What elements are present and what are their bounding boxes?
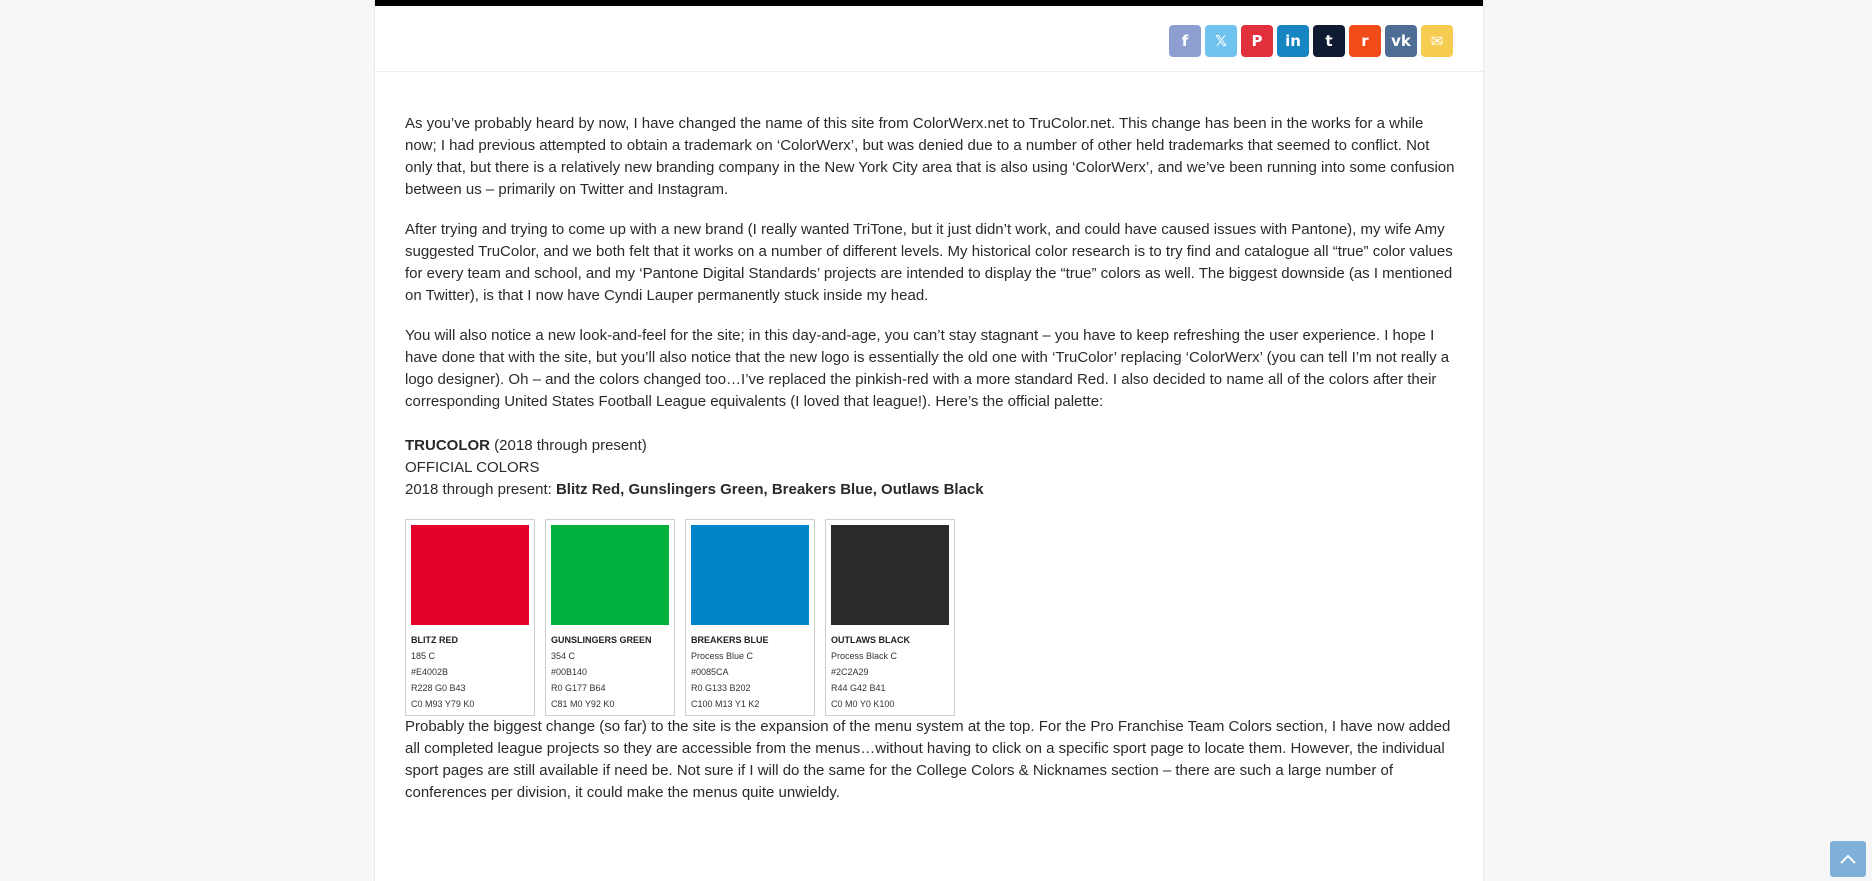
swatch-cmyk: C81 M0 Y92 K0 — [551, 699, 615, 709]
swatch-rgb: R44 G42 B41 — [831, 683, 886, 693]
swatch-rgb: R0 G177 B64 — [551, 683, 606, 693]
swatch-name: OUTLAWS BLACK — [831, 635, 910, 645]
swatch-pms: 354 C — [551, 651, 576, 661]
article-paragraph: As you’ve probably heard by now, I have changed the name of this site from ColorWerx.net to TruColor.net. This change has been in the works for a while now; I had previous attempted to obtain a trademark on ‘ColorWerx’, but was denied due to a number of other held trademarks that seemed to conflict. Not only that, but there is a relatively new branding company in the New York City area that is also using ‘ColorWerx’, and we’ve been running into some confusion between us – primarily on Twitter and Instagram. — [405, 115, 1455, 198]
palette-range — [405, 479, 1455, 501]
swatch-meta — [411, 632, 529, 712]
page-container — [374, 0, 1484, 881]
swatch-breakers-blue — [685, 519, 815, 716]
swatch-gunslingers-green — [545, 519, 675, 716]
tumblr-icon: t — [1325, 32, 1333, 50]
swatch-hex: #0085CA — [691, 667, 729, 677]
palette-info — [405, 435, 1455, 501]
color-chip — [831, 525, 949, 625]
share-bar — [375, 6, 1483, 72]
official-colors-label: OFFICIAL COLORS — [405, 459, 540, 476]
swatch-meta — [551, 632, 669, 712]
article-paragraph: Probably the biggest change (so far) to the site is the expansion of the menu system at the top. For the Pro Franchise Team Colors section, I have now added all completed league projects so they are accessible from the menus…without having to click on a specific sport page to locate them. However, the individual sport pages are still available if need be. Not sure if I will do the same for the College Colors & Nicknames section – there are such a large number of conferences per division, it could make the menus quite unwieldy. — [405, 718, 1451, 801]
color-chip — [691, 525, 809, 625]
facebook-icon: f — [1181, 32, 1189, 50]
swatch-name: BREAKERS BLUE — [691, 635, 769, 645]
share-buttons — [1169, 25, 1453, 57]
swatch-pms: Process Blue C — [691, 651, 754, 661]
swatch-pms: 185 C — [411, 651, 436, 661]
palette-color-names: Blitz Red, Gunslingers Green, Breakers Blue, Outlaws Black — [555, 481, 984, 498]
share-reddit-button[interactable] — [1349, 25, 1381, 57]
swatch-cmyk: C0 M0 Y0 K100 — [831, 699, 895, 709]
swatch-hex: #2C2A29 — [831, 667, 869, 677]
palette-heading — [405, 435, 1455, 457]
x-icon: 𝕏 — [1214, 32, 1228, 50]
share-tumblr-button[interactable] — [1313, 25, 1345, 57]
share-pinterest-button[interactable] — [1241, 25, 1273, 57]
palette-range-label: 2018 through present: — [405, 481, 556, 498]
article-paragraph: You will also notice a new look-and-feel for the site; in this day-and-age, you can’t stay stagnant – you have to keep refreshing the user experience. I hope I have done that with the site, but you’ll also notice that the new logo is essentially the old one with ‘TruColor’ replacing ‘ColorWerx’ (you can tell I’m not really a logo designer). Oh – and the colors changed too…I’ve replaced the pinkish-red with a more standard Red. I also decided to name all of the colors after their corresponding United States Football League equivalents (I loved that league!). Here’s the official palette: — [405, 327, 1450, 410]
swatch-rgb: R228 G0 B43 — [411, 683, 466, 693]
swatch-outlaws-black — [825, 519, 955, 716]
color-chip — [551, 525, 669, 625]
swatch-hex: #00B140 — [551, 667, 588, 677]
swatch-cmyk: C0 M93 Y79 K0 — [411, 699, 475, 709]
swatch-meta — [831, 632, 949, 712]
swatch-blitz-red — [405, 519, 535, 716]
share-email-button[interactable] — [1421, 25, 1453, 57]
swatch-name: BLITZ RED — [411, 635, 458, 645]
swatch-meta — [691, 632, 809, 712]
reddit-icon: r — [1361, 32, 1369, 50]
swatch-name: GUNSLINGERS GREEN — [551, 635, 652, 645]
pinterest-icon: P — [1251, 32, 1263, 50]
swatch-hex: #E4002B — [411, 667, 449, 677]
color-chip — [411, 525, 529, 625]
palette-brand: TRUCOLOR — [405, 437, 490, 454]
swatch-pms: Process Black C — [831, 651, 898, 661]
share-facebook-button[interactable] — [1169, 25, 1201, 57]
palette-years: (2018 through present) — [490, 437, 647, 454]
swatch-rgb: R0 G133 B202 — [691, 683, 751, 693]
share-x-button[interactable] — [1205, 25, 1237, 57]
chevron-up-icon — [1840, 854, 1856, 864]
linkedin-icon: in — [1285, 32, 1301, 50]
share-linkedin-button[interactable] — [1277, 25, 1309, 57]
article-paragraph: After trying and trying to come up with a new brand (I really wanted TriTone, but it just didn’t work, and could have caused issues with Pantone), my wife Amy suggested TruColor, and we both felt that it works on a number of different levels. My historical color research is to try find and catalogue all “true” color values for every team and school, and my ‘Pantone Digital Standards’ projects are intended to display the “true” colors as well. The biggest downside (as I mentioned on Twitter), is that I now have Cyndi Lauper permanently stuck inside my head. — [405, 221, 1453, 304]
vk-icon: vk — [1391, 32, 1411, 50]
article-body — [405, 113, 1455, 822]
scroll-to-top-button[interactable] — [1830, 841, 1866, 877]
swatch-cmyk: C100 M13 Y1 K2 — [691, 699, 760, 709]
share-vk-button[interactable] — [1385, 25, 1417, 57]
email-icon: ✉ — [1430, 32, 1444, 50]
color-swatches — [405, 519, 1455, 716]
